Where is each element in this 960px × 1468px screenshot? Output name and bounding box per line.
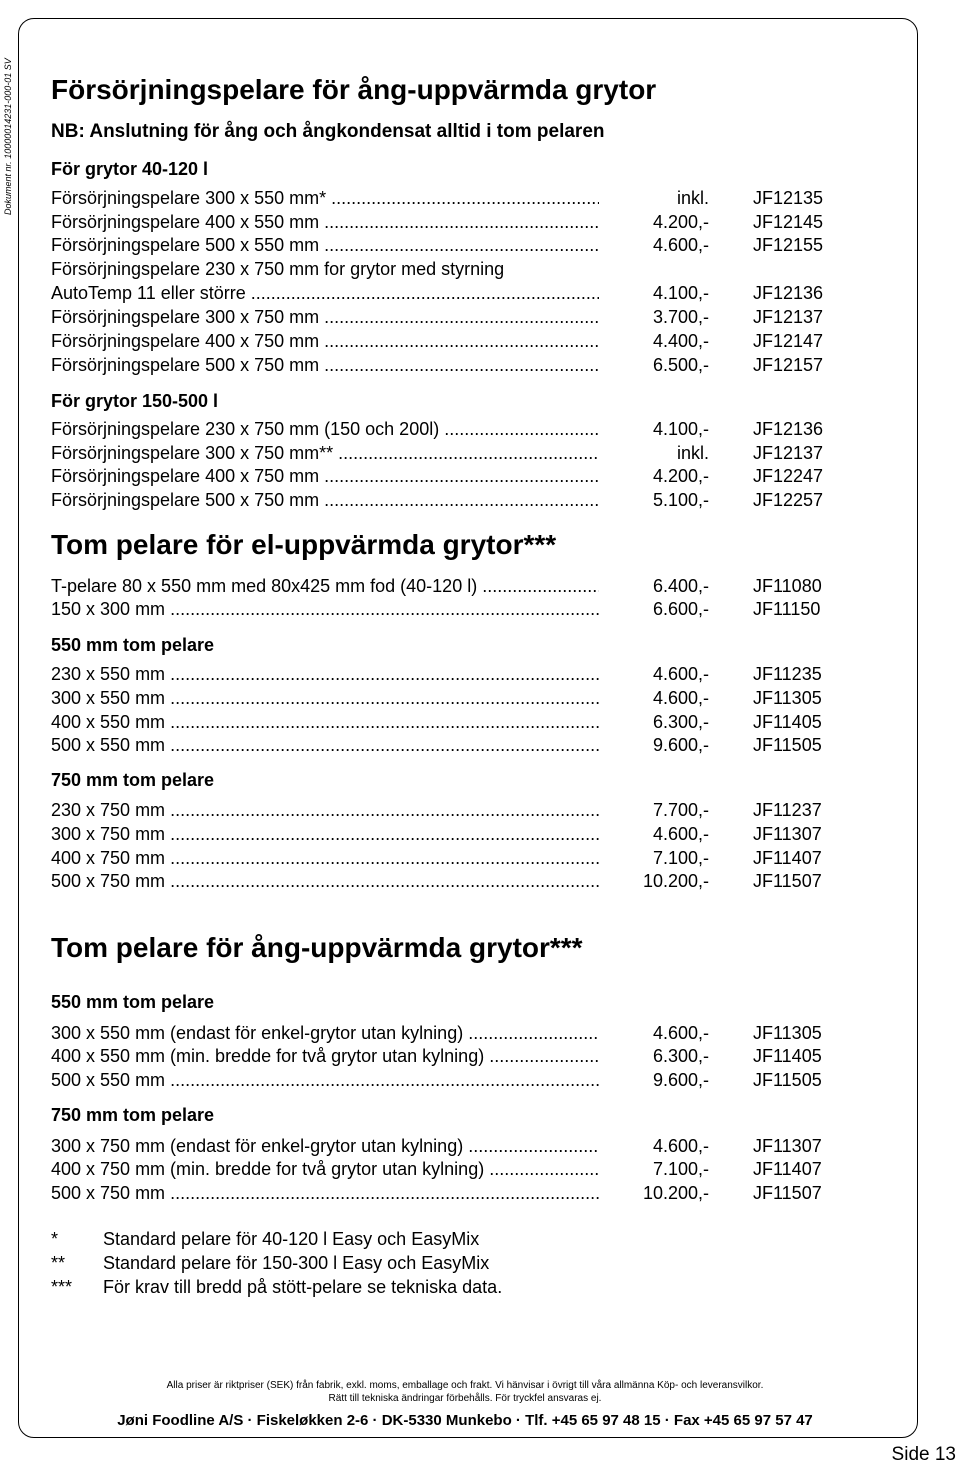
- row-price: 6.300,-: [652, 1046, 709, 1066]
- row-description: 500 x 750 mm .....: [51, 870, 599, 892]
- table-row: [51, 598, 841, 620]
- row-price: 4.600,-: [652, 235, 709, 255]
- row-description: 400 x 550 mm .....: [51, 711, 599, 733]
- footnote-text: Standard pelare för 40-120 l Easy och EasyMix: [103, 1229, 480, 1249]
- notice-text: NB: Anslutning för ång och ångkondensat alltid i tom pelaren: [51, 121, 605, 142]
- row-code: JF11407: [753, 1159, 822, 1179]
- row-price: 6.600,-: [652, 599, 709, 619]
- el-550-heading: 550 mm tom pelare: [51, 635, 215, 655]
- row-price: 6.500,-: [652, 355, 709, 375]
- row-code: JF11507: [753, 871, 822, 891]
- table-row: [51, 187, 841, 209]
- row-description: 300 x 550 mm .....: [51, 687, 599, 709]
- row-price: 4.400,-: [652, 331, 709, 351]
- row-code: JF12155: [753, 235, 824, 255]
- row-description: Försörjningspelare 500 x 550 mm .....: [51, 234, 599, 256]
- row-code: JF12137: [753, 443, 824, 463]
- row-description: 500 x 550 mm .....: [51, 734, 599, 756]
- row-code: JF11507: [753, 1183, 822, 1203]
- row-price: 4.100,-: [652, 283, 709, 303]
- row-description: 300 x 750 mm .....: [51, 823, 599, 845]
- row-price: 4.600,-: [652, 1023, 709, 1043]
- disclaimer-line-1: Alla priser är riktpriser (SEK) från fabrik, exkl. moms, emballage och frakt. Vi hänvisar i övrigt till våra allmänna Köp- och leveransvilkor.: [166, 1380, 764, 1391]
- row-price: 4.200,-: [652, 212, 709, 232]
- table-row: [51, 734, 841, 756]
- document-number: Dokument nr. 10000014231-000-01 SV: [3, 58, 13, 215]
- row-description: 500 x 750 mm .....: [51, 1182, 599, 1204]
- row-code: JF12135: [753, 188, 824, 208]
- row-description: 300 x 550 mm (endast för enkel-grytor utan kylning) .....: [51, 1022, 599, 1044]
- table-row: [51, 306, 841, 328]
- row-price: inkl.: [676, 443, 709, 463]
- row-description: Försörjningspelare 300 x 550 mm* .....: [51, 187, 599, 209]
- table-row: [51, 1182, 841, 1204]
- row-description: 400 x 750 mm (min. bredde for två grytor utan kylning) .....: [51, 1158, 599, 1180]
- row-code: JF12147: [753, 331, 824, 351]
- row-code: JF12157: [753, 355, 824, 375]
- el-750-heading: 750 mm tom pelare: [51, 770, 215, 790]
- row-price: 4.600,-: [652, 688, 709, 708]
- footnote-text: Standard pelare för 150-300 l Easy och EasyMix: [103, 1253, 490, 1273]
- row-description: Försörjningspelare 300 x 750 mm .....: [51, 306, 599, 328]
- row-price: 6.300,-: [652, 712, 709, 732]
- row-description: 400 x 750 mm .....: [51, 847, 599, 869]
- row-code: JF11235: [753, 664, 822, 684]
- table-row: [51, 687, 841, 709]
- section-title-el: Tom pelare för el-uppvärmda grytor***: [51, 529, 557, 560]
- footnote-text: För krav till bredd på stött-pelare se tekniska data.: [103, 1277, 503, 1297]
- row-code: JF11405: [753, 1046, 822, 1066]
- table-row: [51, 489, 841, 511]
- footnote-mark: *: [51, 1229, 59, 1249]
- row-description: 150 x 300 mm .....: [51, 598, 599, 620]
- row-description: 230 x 750 mm .....: [51, 799, 599, 821]
- row-price: 3.700,-: [652, 307, 709, 327]
- table-row: [51, 1022, 841, 1044]
- group2-heading: För grytor 150-500 l: [51, 391, 219, 411]
- row-description: Försörjningspelare 500 x 750 mm .....: [51, 489, 599, 511]
- row-price: 5.100,-: [652, 490, 709, 510]
- row-description: Försörjningspelare 300 x 750 mm** .....: [51, 442, 599, 464]
- row-description: Försörjningspelare 500 x 750 mm .....: [51, 354, 599, 376]
- steam-750-heading: 750 mm tom pelare: [51, 1105, 215, 1125]
- row-price: 7.700,-: [652, 800, 709, 820]
- table-row: [51, 799, 841, 821]
- row-description: Försörjningspelare 400 x 750 mm .....: [51, 465, 599, 487]
- table-row: [51, 1069, 841, 1091]
- table-row: [51, 847, 841, 869]
- row-price: 7.100,-: [652, 848, 709, 868]
- row-price: 9.600,-: [652, 1070, 709, 1090]
- row-price: 9.600,-: [652, 735, 709, 755]
- table-row: [51, 282, 841, 304]
- row-code: JF12247: [753, 466, 824, 486]
- row-price: 4.600,-: [652, 824, 709, 844]
- table-row: [51, 1158, 841, 1180]
- steam-550-heading: 550 mm tom pelare: [51, 992, 215, 1012]
- table-row: [51, 465, 841, 487]
- row-description: Försörjningspelare 230 x 750 mm (150 och 200l) .....: [51, 418, 599, 440]
- table-row: [51, 258, 841, 280]
- row-code: JF11407: [753, 848, 822, 868]
- row-price: 6.400,-: [652, 576, 709, 596]
- row-code: JF11305: [753, 1023, 822, 1043]
- row-code: JF11080: [753, 576, 822, 596]
- table-row: [51, 663, 841, 685]
- row-description: Försörjningspelare 400 x 550 mm .....: [51, 211, 599, 233]
- table-row: [51, 1135, 841, 1157]
- row-code: JF11405: [753, 712, 822, 732]
- table-row: [51, 442, 841, 464]
- row-description: AutoTemp 11 eller större .....: [51, 282, 599, 304]
- row-description: T-pelare 80 x 550 mm med 80x425 mm fod (40-120 l) .....: [51, 575, 599, 597]
- row-code: JF11237: [753, 800, 822, 820]
- page-title: Försörjningspelare för ång-uppvärmda grytor: [51, 74, 657, 105]
- row-code: JF12137: [753, 307, 824, 327]
- table-row: [51, 870, 841, 892]
- table-row: [51, 330, 841, 352]
- row-code: JF11150: [753, 599, 821, 619]
- row-description: 230 x 550 mm .....: [51, 663, 599, 685]
- table-row: [51, 823, 841, 845]
- disclaimer-line-2: Rätt till tekniska ändringar förbehålls. För tryckfel ansvaras ej.: [328, 1393, 602, 1404]
- row-price: 7.100,-: [652, 1159, 709, 1179]
- company-contact: Jøni Foodline A/S · Fiskeløkken 2-6 · DK-5330 Munkebo · Tlf. +45 65 97 48 15 · Fax +45 65 97 57 47: [117, 1412, 813, 1429]
- section-title-steam: Tom pelare för ång-uppvärmda grytor***: [51, 932, 583, 963]
- row-code: JF11505: [753, 735, 822, 755]
- row-code: JF11307: [753, 824, 822, 844]
- row-price: 10.200,-: [642, 871, 709, 891]
- row-description: 400 x 550 mm (min. bredde for två grytor utan kylning) .....: [51, 1045, 599, 1067]
- row-description: Försörjningspelare 230 x 750 mm for grytor med styrning: [51, 259, 505, 279]
- row-code: JF12136: [753, 283, 824, 303]
- footnote-mark: ***: [51, 1277, 73, 1297]
- page-number: Side 13: [891, 1444, 956, 1465]
- table-row: [51, 711, 841, 733]
- row-code: JF12145: [753, 212, 824, 232]
- row-price: 4.200,-: [652, 466, 709, 486]
- row-code: JF11307: [753, 1136, 822, 1156]
- table-row: [51, 575, 841, 597]
- row-price: inkl.: [676, 188, 709, 208]
- row-price: 10.200,-: [642, 1183, 709, 1203]
- group1-heading: För grytor 40-120 l: [51, 159, 209, 179]
- table-row: [51, 418, 841, 440]
- row-price: 4.100,-: [652, 419, 709, 439]
- row-code: JF12257: [753, 490, 824, 510]
- table-row: [51, 1045, 841, 1067]
- row-price: 4.600,-: [652, 1136, 709, 1156]
- row-code: JF11505: [753, 1070, 822, 1090]
- row-description: Försörjningspelare 400 x 750 mm .....: [51, 330, 599, 352]
- row-code: JF11305: [753, 688, 822, 708]
- table-row: [51, 211, 841, 233]
- row-price: 4.600,-: [652, 664, 709, 684]
- footnote-mark: **: [51, 1253, 66, 1273]
- row-code: JF12136: [753, 419, 824, 439]
- row-description: 300 x 750 mm (endast för enkel-grytor utan kylning) .....: [51, 1135, 599, 1157]
- table-row: [51, 234, 841, 256]
- table-row: [51, 354, 841, 376]
- row-description: 500 x 550 mm .....: [51, 1069, 599, 1091]
